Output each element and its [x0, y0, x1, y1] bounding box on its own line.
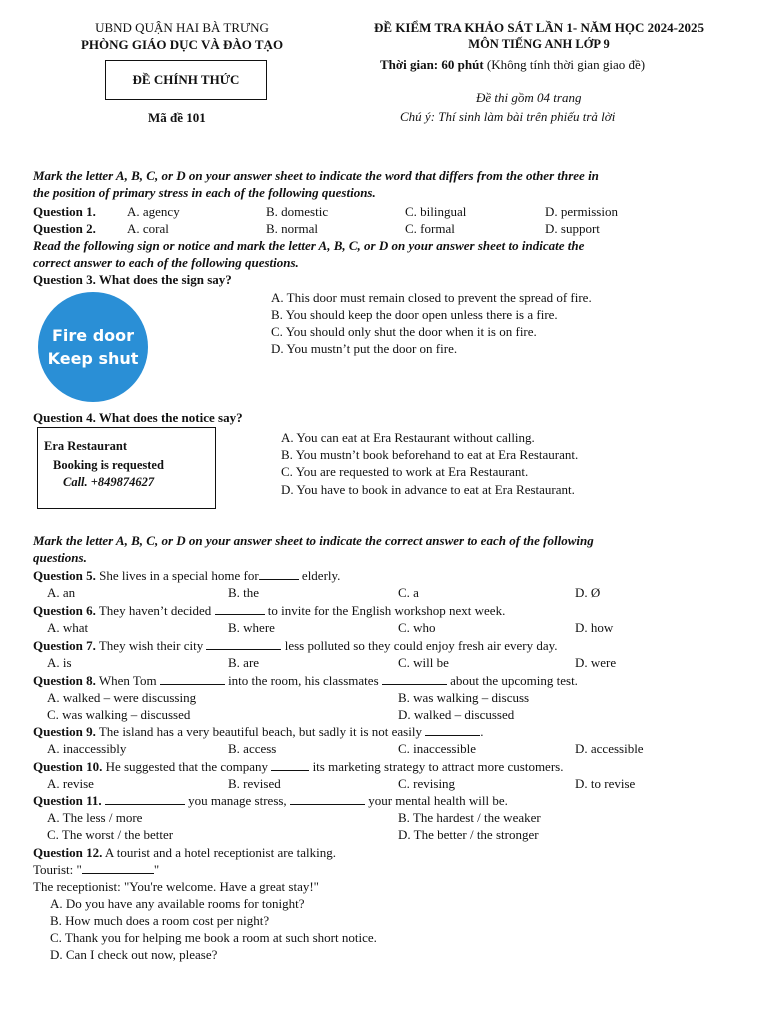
q6-option-c: C. who — [398, 620, 436, 635]
notice-line1: Era Restaurant — [44, 439, 127, 453]
q9-text1: The island has a very beautiful beach, but sadly it is not easily — [98, 724, 422, 739]
section3-instruction-l1: Mark the letter A, B, C, or D on your answer sheet to indicate the correct answer to each of the following — [33, 533, 594, 548]
q5-option-d: D. Ø — [575, 585, 601, 600]
q11-option-d: D. The better / the stronger — [398, 827, 539, 842]
q9-text2: . — [480, 724, 484, 739]
q8-label: Question 8. — [33, 673, 96, 688]
q12-receptionist-line: The receptionist: "You're welcome. Have a great stay!" — [33, 879, 319, 894]
q12-tourist-end: " — [153, 862, 160, 877]
q4-option-c: C. You are requested to work at Era Restaurant. — [281, 464, 529, 479]
q5-stem — [33, 568, 340, 584]
q3-option-b: B. You should keep the door open unless there is a fire. — [271, 307, 558, 322]
official-label: ĐỀ CHÍNH THỨC — [132, 72, 240, 87]
q9-option-c: C. inaccessible — [398, 741, 476, 756]
q11-label: Question 11. — [33, 793, 102, 808]
q12-option-a: A. Do you have any available rooms for tonight? — [50, 896, 305, 911]
q11-option-c: C. The worst / the better — [47, 827, 174, 842]
q12-option-c: C. Thank you for helping me book a room at such short notice. — [50, 930, 377, 945]
q4-option-d: D. You have to book in advance to eat at Era Restaurant. — [281, 482, 575, 497]
q9-option-d: D. accessible — [575, 741, 644, 756]
q8-text3: about the upcoming test. — [450, 673, 578, 688]
official-badge — [105, 60, 267, 100]
q2-label: Question 2. — [33, 221, 96, 236]
q5-text2: elderly. — [301, 568, 341, 583]
q4-option-a: A. You can eat at Era Restaurant without calling. — [281, 430, 535, 445]
q8-text2: into the room, his classmates — [228, 673, 379, 688]
q7-stem — [33, 638, 558, 654]
exam-note: Chú ý: Thí sinh làm bài trên phiếu trả lời — [400, 109, 616, 124]
q1-label: Question 1. — [33, 204, 96, 219]
q6-text1: They haven’t decided — [98, 603, 212, 618]
q3-option-d: D. You mustn’t put the door on fire. — [271, 341, 458, 356]
answer-blank — [82, 862, 154, 874]
answer-blank — [160, 673, 225, 685]
q11-text2: your mental health will be. — [368, 793, 508, 808]
q5-option-c: C. a — [398, 585, 419, 600]
time-note: (Không tính thời gian giao đề) — [486, 57, 646, 72]
q5-option-b: B. the — [228, 585, 260, 600]
answer-blank — [290, 793, 365, 805]
q7-label: Question 7. — [33, 638, 96, 653]
q7-text1: They wish their city — [98, 638, 204, 653]
q4-label: Question 4. What does the notice say? — [33, 410, 243, 425]
q8-option-c: C. was walking – discussed — [47, 707, 191, 722]
q1-option-c: C. bilingual — [405, 204, 467, 219]
q5-text1: She lives in a special home for — [99, 568, 259, 583]
q5-option-a: A. an — [47, 585, 76, 600]
q3-option-c: C. You should only shut the door when it is on fire. — [271, 324, 537, 339]
q2-option-a: A. coral — [127, 221, 169, 236]
q7-text2: less polluted so they could enjoy fresh air every day. — [284, 638, 558, 653]
time-label: Thời gian: 60 phút — [380, 57, 484, 72]
notice-line2: Booking is requested — [53, 458, 164, 472]
q8-text1: When Tom — [98, 673, 157, 688]
notice-line3: Call. +849874627 — [63, 475, 155, 489]
q10-text1: He suggested that the company — [105, 759, 269, 774]
q12-label: Question 12. — [33, 845, 103, 860]
q7-option-d: D. were — [575, 655, 617, 670]
section2-instruction-l2: correct answer to each of the following questions. — [33, 255, 299, 270]
q12-stem — [33, 845, 336, 861]
q8-option-d: D. walked – discussed — [398, 707, 515, 722]
exam-code: Mã đề 101 — [148, 110, 206, 125]
q7-option-b: B. are — [228, 655, 260, 670]
q8-option-a: A. walked – were discussing — [47, 690, 197, 705]
q3-option-a: A. This door must remain closed to prevent the spread of fire. — [271, 290, 592, 305]
q10-option-d: D. to revise — [575, 776, 636, 791]
answer-blank — [382, 673, 447, 685]
q2-option-c: C. formal — [405, 221, 455, 236]
org-line1: UBND QUẬN HAI BÀ TRƯNG — [95, 20, 269, 35]
q4-option-b: B. You mustn’t book beforehand to eat at Era Restaurant. — [281, 447, 579, 462]
q12-tourist-line — [33, 862, 159, 878]
q11-text1: you manage stress, — [188, 793, 287, 808]
q10-stem — [33, 759, 563, 775]
q3-label: Question 3. What does the sign say? — [33, 272, 232, 287]
exam-title: ĐỀ KIỂM TRA KHẢO SÁT LẦN 1- NĂM HỌC 2024-2025 — [374, 20, 704, 35]
sign-line1: Fire door — [51, 325, 135, 345]
q6-option-a: A. what — [47, 620, 89, 635]
q10-label: Question 10. — [33, 759, 103, 774]
q9-option-b: B. access — [228, 741, 277, 756]
answer-blank — [425, 724, 480, 736]
q12-tourist: Tourist: " — [33, 862, 82, 877]
q5-label: Question 5. — [33, 568, 96, 583]
q1-option-d: D. permission — [545, 204, 618, 219]
q2-option-b: B. normal — [266, 221, 318, 236]
sign-line2: Keep shut — [47, 349, 139, 368]
fire-door-sign — [38, 292, 148, 402]
q12-option-d: D. Can I check out now, please? — [50, 947, 218, 962]
answer-blank — [105, 793, 185, 805]
q8-option-b: B. was walking – discuss — [398, 690, 530, 705]
answer-blank — [206, 638, 281, 650]
q10-text2: its marketing strategy to attract more customers. — [312, 759, 564, 774]
q10-option-c: C. revising — [398, 776, 456, 791]
q1-option-b: B. domestic — [266, 204, 329, 219]
section3-instruction-l2: questions. — [33, 550, 87, 565]
subject: MÔN TIẾNG ANH LỚP 9 — [468, 37, 610, 51]
q10-option-a: A. revise — [47, 776, 94, 791]
answer-blank — [259, 568, 299, 580]
q7-option-c: C. will be — [398, 655, 449, 670]
answer-blank — [271, 759, 309, 771]
answer-blank — [215, 603, 265, 615]
q8-stem — [33, 673, 578, 689]
q6-stem — [33, 603, 505, 619]
q7-option-a: A. is — [47, 655, 72, 670]
q2-option-d: D. support — [545, 221, 600, 236]
q6-option-b: B. where — [228, 620, 275, 635]
q6-text2: to invite for the English workshop next week. — [267, 603, 506, 618]
q11-stem — [33, 793, 508, 809]
q9-label: Question 9. — [33, 724, 96, 739]
q1-option-a: A. agency — [127, 204, 180, 219]
q11-option-b: B. The hardest / the weaker — [398, 810, 541, 825]
q6-option-d: D. how — [575, 620, 614, 635]
org-line2: PHÒNG GIÁO DỤC VÀ ĐÀO TẠO — [80, 37, 284, 52]
restaurant-notice — [37, 427, 216, 509]
q12-text1: A tourist and a hotel receptionist are talking. — [104, 845, 336, 860]
section1-instruction-l2: the position of primary stress in each of the following questions. — [33, 185, 376, 200]
q9-stem — [33, 724, 483, 740]
section2-instruction-l1: Read the following sign or notice and mark the letter A, B, C, or D on your answer sheet to indicate the — [33, 238, 585, 253]
q9-option-a: A. inaccessibly — [47, 741, 127, 756]
q11-option-a: A. The less / more — [47, 810, 143, 825]
q6-label: Question 6. — [33, 603, 96, 618]
q12-option-b: B. How much does a room cost per night? — [50, 913, 270, 928]
q10-option-b: B. revised — [228, 776, 281, 791]
section1-instruction-l1: Mark the letter A, B, C, or D on your answer sheet to indicate the word that differs from the other three in — [33, 168, 599, 183]
page-count: Đề thi gồm 04 trang — [476, 90, 582, 105]
time-line — [380, 57, 645, 73]
